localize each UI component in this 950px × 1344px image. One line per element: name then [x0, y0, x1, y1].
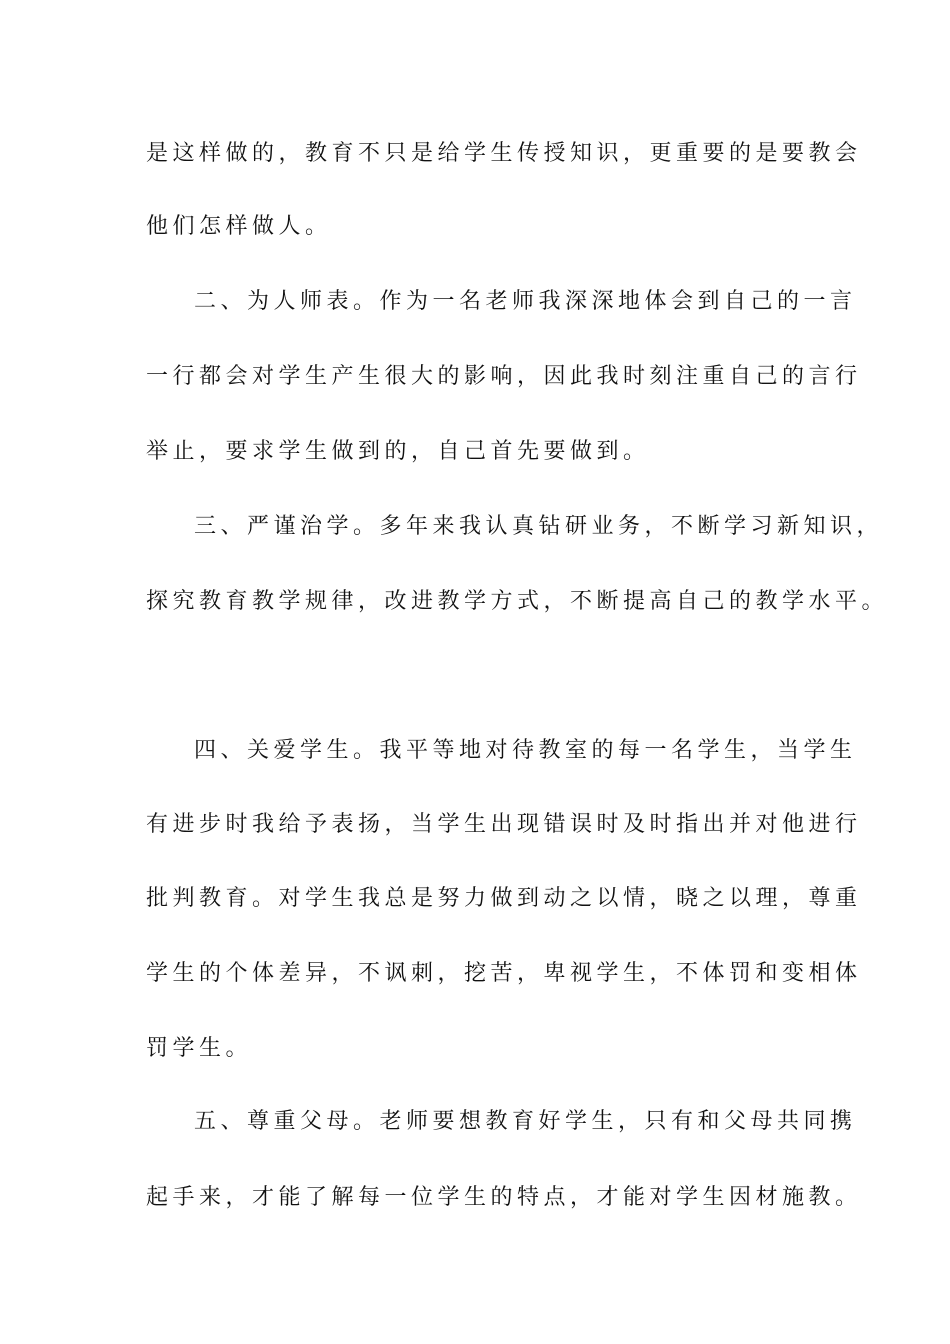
paragraph-start-line: 五、尊重父母。老师要想教育好学生，只有和父母共同携: [194, 1109, 857, 1134]
paragraph-start-line: 三、严谨治学。多年来我认真钻研业务，不断学习新知识，: [194, 514, 884, 539]
text-line: 举止，要求学生做到的，自己首先要做到。: [146, 439, 650, 464]
text-line: 是这样做的，教育不只是给学生传授知识，更重要的是要教会: [146, 141, 862, 166]
paragraph-start-line: 二、为人师表。作为一名老师我深深地体会到自己的一言: [194, 289, 857, 314]
text-line: 学生的个体差异，不讽刺，挖苦，卑视学生，不体罚和变相体: [146, 961, 862, 986]
text-line: 探究教育教学规律，改进教学方式，不断提高自己的教学水平。: [146, 589, 889, 614]
paragraph-start-line: 四、关爱学生。我平等地对待教室的每一名学生，当学生: [194, 738, 857, 763]
text-line: 罚学生。: [146, 1036, 253, 1061]
text-line: 他们怎样做人。: [146, 214, 332, 239]
text-line: 有进步时我给予表扬，当学生出现错误时及时指出并对他进行: [146, 812, 862, 837]
text-line: 一行都会对学生产生很大的影响，因此我时刻注重自己的言行: [146, 364, 862, 389]
text-line: 批判教育。对学生我总是努力做到动之以情，晓之以理，尊重: [146, 886, 862, 911]
text-line: 起手来，才能了解每一位学生的特点，才能对学生因材施教。: [146, 1185, 862, 1210]
